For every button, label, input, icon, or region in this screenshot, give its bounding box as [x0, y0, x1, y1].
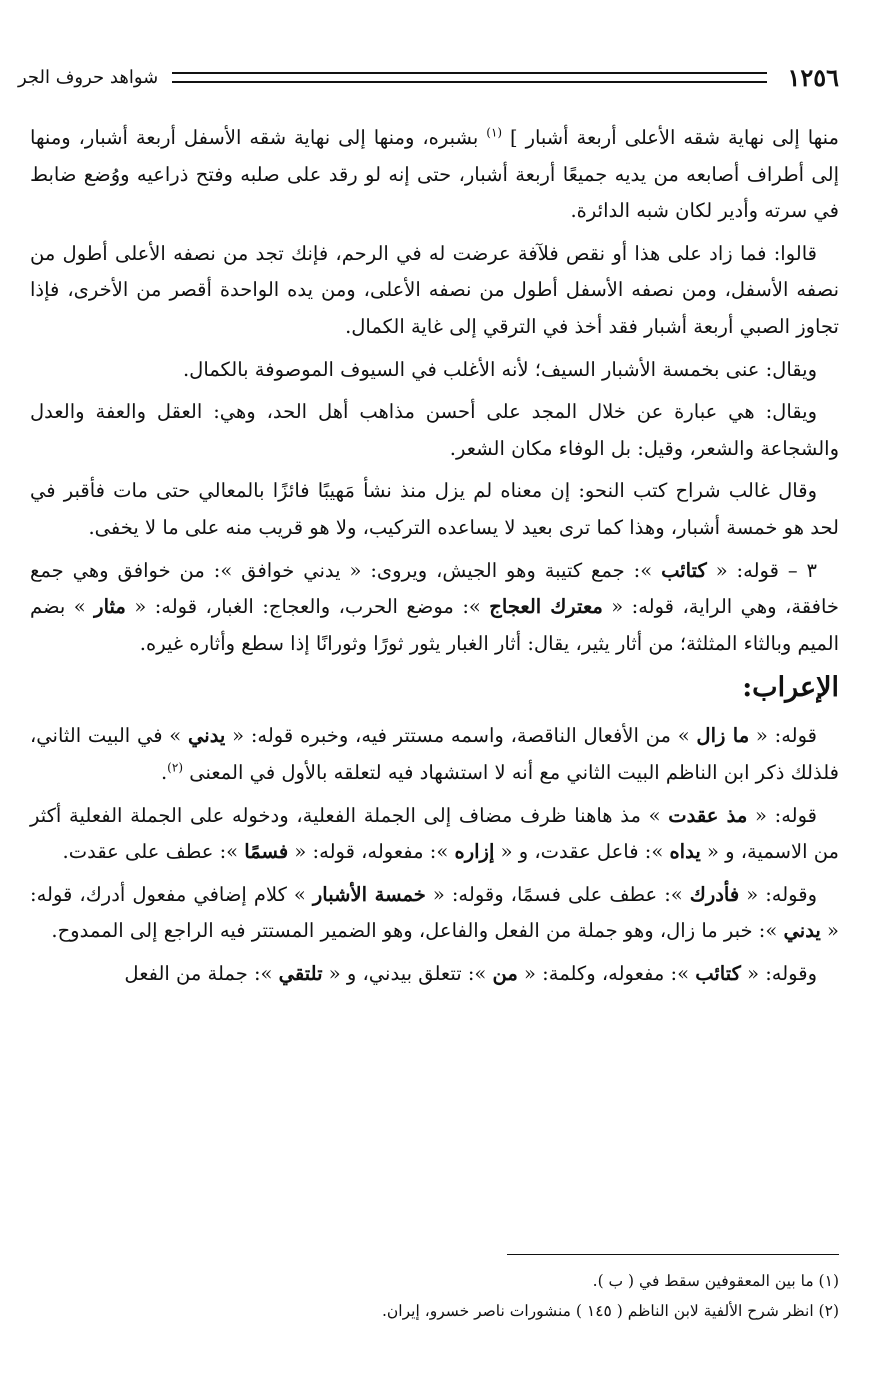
bold-term: فأدرك — [689, 882, 740, 906]
footnote-ref: (١) — [486, 125, 503, 140]
text-run: »: فاعل عقدت، و « — [494, 840, 670, 864]
text-run: وقوله: « — [740, 961, 817, 985]
bold-term: فسمًا — [244, 840, 289, 864]
text-run: ويقال: هي عبارة عن خلال المجد على أحسن مذاهب أهل الحد، وهي: العقل والعفة والعدل والشجاعة والشعر، وقيل: بل الوفاء مكان الشعر. — [30, 400, 839, 460]
commentary-paragraphs — [30, 120, 839, 662]
paragraph — [30, 473, 839, 546]
text-run: وقال غالب شراح كتب النحو: إن معناه لم يزل منذ نشأ مَهيبًا فائزًا بالمعالي حتى مات فأقبر في لحد هو خمسة أشبار، وهذا كما ترى بعيد لا يساعده التركيب، ولا هو قريب منه على ما لا يخفى. — [30, 479, 839, 539]
bold-term: يدني — [188, 724, 226, 748]
text-run: قوله: « — [749, 724, 817, 748]
text-run: . — [160, 760, 168, 784]
text-run: قوله: « — [747, 803, 818, 827]
paragraph — [30, 236, 839, 346]
irab-paragraphs — [30, 718, 839, 992]
paragraph — [30, 798, 839, 871]
bold-term: كتائب — [661, 558, 707, 582]
text-run: »: موضع الحرب، والعجاج: الغبار، قوله: « — [125, 595, 490, 619]
text-run: »: مفعوله، وكلمة: « — [517, 961, 696, 985]
bold-term: تلتقي — [278, 961, 323, 985]
text-run: »: تتعلق بيدني، و « — [322, 961, 493, 985]
text-run: »: مفعوله، قوله: « — [288, 840, 455, 864]
bold-term: مثار — [94, 595, 126, 619]
bold-term: خمسة الأشبار — [312, 882, 426, 906]
text-run: »: خبر ما زال، وهو جملة من الفعل والفاعل، وهو الضمير المستتر فيه الراجع إلى الممدوح. — [51, 919, 784, 943]
bold-term: من — [492, 961, 518, 985]
footnote-separator — [507, 1254, 839, 1255]
page-number: ١٢٥٦ — [787, 62, 839, 92]
bold-term: مذ عقدت — [668, 803, 748, 827]
text-run: » كلام إضافي مفعول أدرك، قوله: « — [30, 882, 839, 943]
text-run: »: عطف على فسمًا، وقوله: « — [425, 882, 690, 906]
bold-term: كتائب — [695, 961, 741, 985]
footnote-2: (٢) انظر شرح الألفية لابن الناظم ( ١٤٥ ) منشورات ناصر خسرو، إيران. — [382, 1302, 839, 1320]
text-run: » من الأفعال الناقصة، واسمه مستتر فيه، وخبره قوله: « — [225, 724, 697, 748]
paragraph — [30, 718, 839, 791]
paragraph — [30, 120, 839, 230]
footnotes — [30, 1266, 839, 1326]
text-run: » في البيت الثاني، فلذلك ذكر ابن الناظم البيت الثاني مع أنه لا استشهاد فيه لتعلقه بالأول في المعنى — [30, 724, 839, 784]
text-run: وقوله: « — [739, 882, 817, 906]
running-title: شواهد حروف الجر — [18, 66, 159, 88]
text-run: ٣ – قوله: « — [706, 558, 817, 582]
paragraph — [30, 956, 839, 993]
bold-term: معترك العجاج — [489, 595, 603, 619]
text-run: » مذ هاهنا ظرف مضاف إلى الجملة الفعلية، ودخوله على الجملة الفعلية أكثر من الاسمية، و « — [30, 803, 839, 864]
text-run: »: جملة من الفعل — [124, 961, 279, 985]
bold-term: ما زال — [696, 724, 750, 748]
paragraph — [30, 352, 839, 389]
text-run: ويقال: عنى بخمسة الأشبار السيف؛ لأنه الأغلب في السيوف الموصوفة بالكمال. — [182, 357, 817, 381]
main-text — [30, 120, 839, 998]
bold-term: يدني — [783, 919, 821, 943]
text-run: » بضم الميم وبالثاء المثلثة؛ من أثار يثير، يقال: أثار الغبار يثور ثورًا وثورانًا إذا سطع وأثاره غيره. — [30, 595, 839, 655]
header-double-rule — [172, 72, 767, 83]
section-heading-irab: الإعراب: — [742, 672, 839, 704]
text-run: قالوا: فما زاد على هذا أو نقص فلآفة عرضت له في الرحم، فإنك تجد من نصفه الأعلى أطول من نصفه الأسفل، ومن نصفه الأسفل أطول من نصفه الأعلى، ومن يده الواحدة أقصر من الأخرى، فإذا تجاوز الصبي أربعة أشبار فقد أخذ في الترقي إلى غاية الكمال. — [30, 241, 839, 338]
paragraph — [30, 394, 839, 467]
page-header — [18, 62, 839, 92]
paragraph — [30, 877, 839, 950]
footnote-1: (١) ما بين المعقوفين سقط في ( ب ). — [592, 1272, 839, 1290]
bold-term: يداه — [669, 840, 701, 864]
footnote-ref: (٢) — [167, 760, 183, 775]
paragraph — [30, 553, 839, 663]
text-run: »: عطف على عقدت. — [62, 840, 245, 864]
bold-term: إزاره — [454, 840, 495, 864]
text-run: »: جمع كتيبة وهو الجيش، ويروى: « يدني خوافق »: من خوافق وهي جمع خافقة، وهي الراية، قوله: « — [30, 558, 839, 619]
text-run: بشبره، ومنها إلى نهاية شقه الأسفل أربعة أشبار، ومنها إلى أطراف أصابعه من يديه جميعًا أربعة أشبار، حتى إنه لو رقد على صلبه وفتح ذراعيه ووُضع ضابط في سرته وأدير لكان شبه الدائرة. — [30, 126, 839, 223]
text-run: منها إلى نهاية شقه الأعلى أربعة أشبار ] — [502, 126, 839, 149]
